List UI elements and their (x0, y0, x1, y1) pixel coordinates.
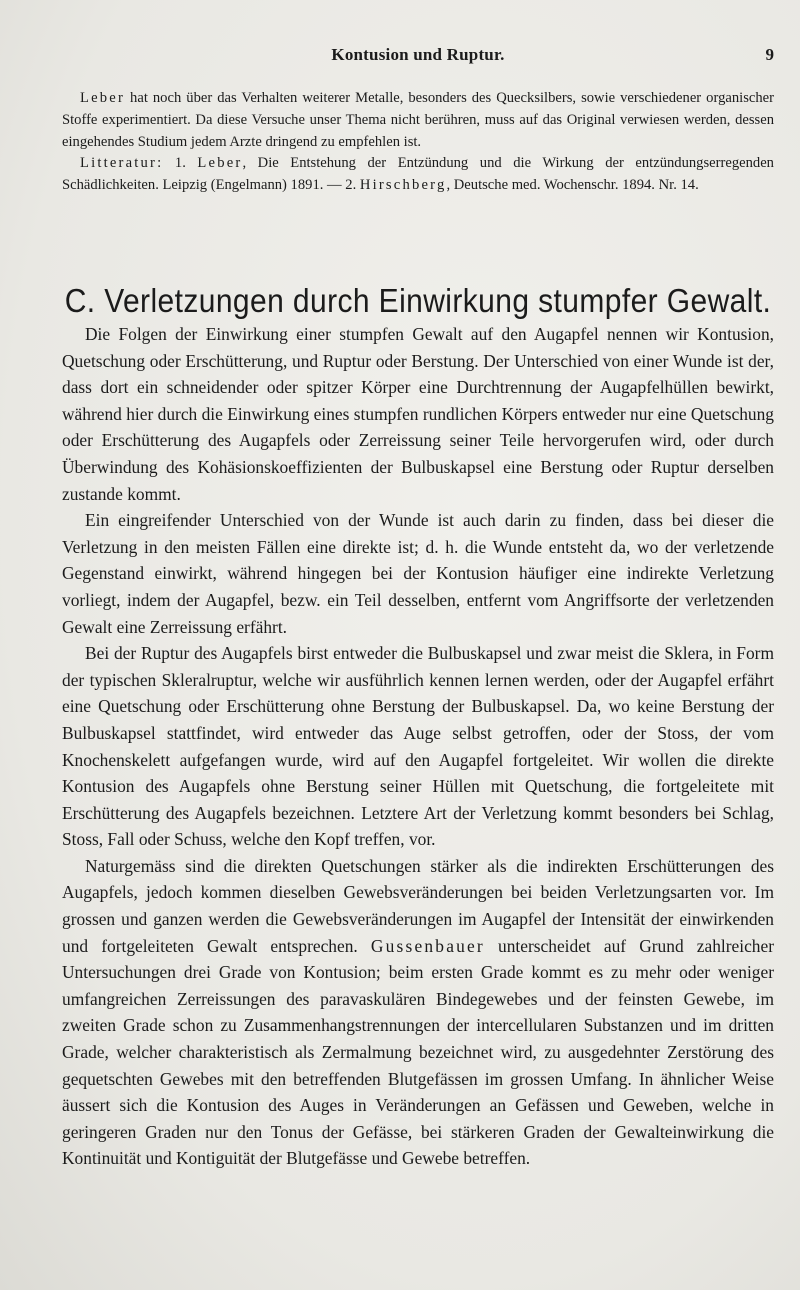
literature-text: 1. (163, 155, 198, 172)
body-paragraph (62, 853, 774, 1172)
body-paragraph: Bei der Ruptur des Augapfels birst entweder die Bulbuskapsel und zwar meist die Sklera, in Form der typischen Skleralruptur, welche wir ausführlich kennen lernen werden, oder der Augapfel erfährt eine Quetschung oder Erschütterung ohne Berstung der Bulbuskapsel. Da, wo keine Berstung der Bulbuskapsel stattfindet, wird entweder das Auge selbst getroffen, oder der Stoss, der vom Knochenskelett aufgefangen wurde, wird auf den Augapfel fortgeleitet. Wir wollen die direkte Kontusion des Augapfels ohne Berstung seiner Hüllen mit Quetschung, die fortgeleitete mit Erschütterung des Augapfels bezeichnen. Letztere Art der Verletzung kommt besonders bei Schlag, Stoss, Fall oder Schuss, welche den Kopf treffen, vor. (62, 643, 774, 850)
author-name: Leber (80, 90, 126, 106)
intro-text: hat noch über das Verhalten weiterer Metalle, besonders des Quecksilbers, sowie verschiedener organischer Stoffe experimentiert. Da diese Versuche unser Thema nicht berühren, muss auf das Original verwiesen werden, dessen eingehendes Studium jedem Arzte dringend zu empfehlen ist. (62, 90, 774, 150)
body-text (62, 321, 774, 1172)
page-number: 9 (765, 45, 774, 64)
body-paragraph: Ein eingreifender Unterschied von der Wunde ist auch darin zu finden, dass bei dieser die Verletzung in den meisten Fällen eine direkte ist; d. h. die Wunde entsteht da, wo der verletzende Gegenstand einwirkt, während hingegen bei der Kontusion häufiger eine indirekte Verletzung vorliegt, indem der Augapfel, bezw. ein Teil desselben, entfernt vom Angriffsorte der verletzenden Gewalt eine Zerreissung erfährt. (62, 510, 774, 637)
author-name: Gussenbauer (370, 935, 485, 956)
literature-paragraph (62, 153, 774, 197)
body-paragraph: Die Folgen der Einwirkung einer stumpfen Gewalt auf den Augapfel nennen wir Kontusion, Quetschung oder Erschütterung, und Ruptur oder Berstung. Der Unterschied von einer Wunde ist der, dass dort ein schneidender oder spitzer Körper eine Durchtrennung der Augapfelhüllen bewirkt, während hier durch die Einwirkung eines stumpfen rundlichen Körpers entweder nur eine Quetschung oder Erschütterung des Augapfels oder Zerreissung seiner Teile hervorgerufen wird, oder durch Überwindung des Kohäsionskoeffizienten der Bulbuskapsel eine Berstung oder Ruptur derselben zustande kommt. (62, 324, 774, 504)
paragraph-text: unterscheidet auf Grund zahlreicher Untersuchungen drei Grade von Kontusion; beim ersten Grade kommt es zu mehr oder weniger umfangreichen Zerreissungen des paravaskulären Bindegewebes und der feinsten Gewebe, im zweiten Grade schon zu Zusammenhangstrennungen der intercellularen Substanzen und im dritten Grade, welcher charakteristisch als Zermalmung bezeichnet wird, zu ausgedehnter Zerstörung des gequetschten Gewebes mit den betreffenden Blutgefässen im grossen Umfang. In ähnlicher Weise äussert sich die Kontusion des Auges in Veränderungen an Gefässen und Geweben, welche in geringeren Graden nur den Tonus der Gefässe, bei stärkeren Graden der Gewalteinwirkung die Kontinuität und Kontiguität der Blutgefässe und Gewebe betreffen. (62, 935, 774, 1169)
literature-label: Litteratur: (80, 155, 164, 172)
literature-text: , Die Entstehung der Entzündung und die Wirkung der entzündungserregenden Schädlichkeiten. Leipzig (Engelmann) 1891. — 2. (62, 155, 774, 194)
running-head (62, 45, 774, 69)
paragraph-text: Naturgemäss sind die direkten Quetschungen stärker als die indirekten Erschütterungen des Augapfels, jedoch kommen dieselben Gewebsveränderungen bei beiden Verletzungsarten vor. Im grossen und ganzen werden die Gewebsveränderungen im Augapfel der Intensität der einwirkenden und fortgeleiteten Gewalt entsprechen. (62, 855, 774, 956)
literature-text: , Deutsche med. Wochenschr. 1894. Nr. 14. (446, 177, 699, 194)
section-heading: C. Verletzungen durch Einwirkung stumpfer Gewalt. (64, 282, 772, 320)
intro-block (62, 88, 774, 197)
running-title: Kontusion und Ruptur. (331, 45, 505, 64)
author-name: Hirschberg (359, 177, 447, 194)
author-name: Leber (197, 155, 243, 172)
intro-paragraph (62, 88, 774, 153)
